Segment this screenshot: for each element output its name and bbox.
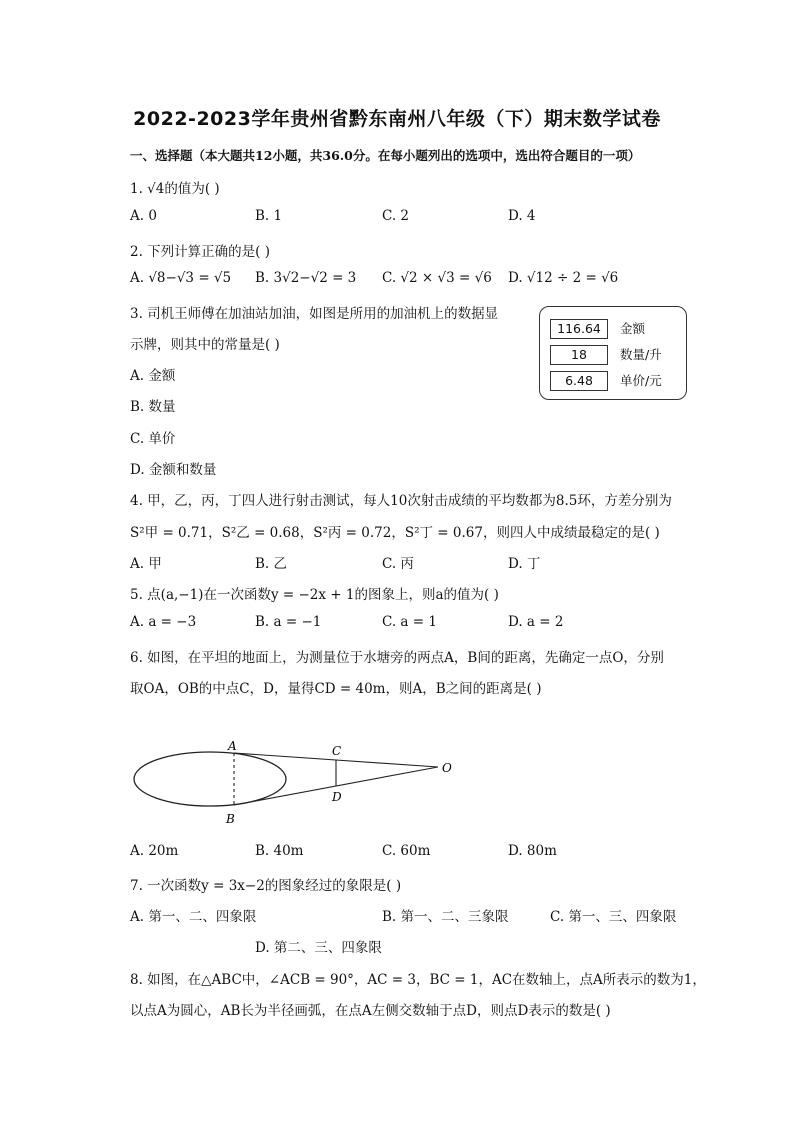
label-a: A: [228, 739, 237, 753]
question-1-stem: 1. √4的值为( ): [130, 181, 220, 197]
q4-option-b: B. 乙: [255, 556, 288, 572]
q4-option-a: A. 甲: [130, 556, 162, 572]
question-8-stem-line1: 8. 如图，在△ABC中，∠ACB = 90°，AC = 3，BC = 1，AC在数轴上，点A所表示的数为1，: [130, 972, 706, 988]
q1-option-c: C. 2: [382, 208, 410, 224]
display-amount-value: 116.64: [550, 319, 608, 339]
q2-option-c: C. √2 × √3 = √6: [382, 270, 492, 286]
question-7-stem: 7. 一次函数y = 3x−2的图象经过的象限是( ): [130, 878, 402, 894]
q6-option-b: B. 40m: [255, 843, 304, 859]
pond-figure: [120, 735, 480, 835]
label-d: D: [332, 790, 342, 804]
q3-option-c: C. 单价: [130, 431, 176, 447]
q4-option-d: D. 丁: [508, 556, 541, 572]
q5-option-c: C. a = 1: [382, 614, 437, 630]
question-3-stem-line1: 3. 司机王师傅在加油站加油，如图是所用的加油机上的数据显: [130, 306, 499, 322]
q2-option-b: B. 3√2−√2 = 3: [255, 270, 357, 286]
question-6-stem-line2: 取OA，OB的中点C，D，量得CD = 40m，则A，B之间的距离是( ): [130, 681, 542, 697]
q6-option-a: A. 20m: [130, 843, 179, 859]
question-3-stem-line2: 示牌，则其中的常量是( ): [130, 337, 280, 353]
display-price-label: 单价/元: [620, 373, 662, 388]
q7-option-b: B. 第一、二、三象限: [382, 909, 509, 925]
q6-option-d: D. 80m: [508, 843, 557, 859]
q3-option-b: B. 数量: [130, 399, 176, 415]
display-volume-value: 18: [550, 345, 608, 365]
display-price-value: 6.48: [550, 371, 608, 391]
q2-option-a: A. √8−√3 = √5: [130, 270, 232, 286]
q4-option-c: C. 丙: [382, 556, 414, 572]
page-title: 2022-2023学年贵州省黔东南州八年级（下）期末数学试卷: [133, 108, 661, 130]
question-2-stem: 2. 下列计算正确的是( ): [130, 244, 270, 260]
q7-option-a: A. 第一、二、四象限: [130, 909, 257, 925]
q2-option-d: D. √12 ÷ 2 = √6: [508, 270, 619, 286]
q6-option-c: C. 60m: [382, 843, 431, 859]
q7-option-d: D. 第二、三、四象限: [255, 940, 382, 956]
question-4-stem-line1: 4. 甲，乙，丙，丁四人进行射击测试，每人10次射击成绩的平均数都为8.5环，方差分别为: [130, 493, 672, 509]
q1-option-d: D. 4: [508, 208, 536, 224]
q5-option-b: B. a = −1: [255, 614, 322, 630]
q1-option-b: B. 1: [255, 208, 283, 224]
question-5-stem: 5. 点(a,−1)在一次函数y = −2x + 1的图象上，则a的值为( ): [130, 587, 499, 603]
q5-option-d: D. a = 2: [508, 614, 564, 630]
display-amount-label: 金额: [620, 321, 646, 336]
fuel-pump-display: [539, 306, 687, 400]
q3-option-a: A. 金额: [130, 368, 176, 384]
question-4-stem-line2: S²甲 = 0.71，S²乙 = 0.68，S²丙 = 0.72，S²丁 = 0.67，则四人中成绩最稳定的是( ): [130, 525, 660, 541]
label-o: O: [442, 761, 452, 775]
display-volume-label: 数量/升: [620, 347, 662, 362]
q1-option-a: A. 0: [130, 208, 157, 224]
q7-option-c: C. 第一、三、四象限: [550, 909, 677, 925]
label-c: C: [332, 744, 342, 758]
question-6-stem-line1: 6. 如图，在平坦的地面上，为测量位于水塘旁的两点A，B间的距离，先确定一点O，分别: [130, 650, 664, 666]
q3-option-d: D. 金额和数量: [130, 462, 217, 478]
pond-ellipse: [134, 752, 286, 806]
section-heading: 一、选择题（本大题共12小题，共36.0分。在每小题列出的选项中，选出符合题目的一项）: [130, 148, 641, 163]
q5-option-a: A. a = −3: [130, 614, 197, 630]
question-8-stem-line2: 以点A为圆心，AB长为半径画弧，在点A左侧交数轴于点D，则点D表示的数是( ): [130, 1003, 611, 1019]
label-b: B: [226, 812, 235, 826]
